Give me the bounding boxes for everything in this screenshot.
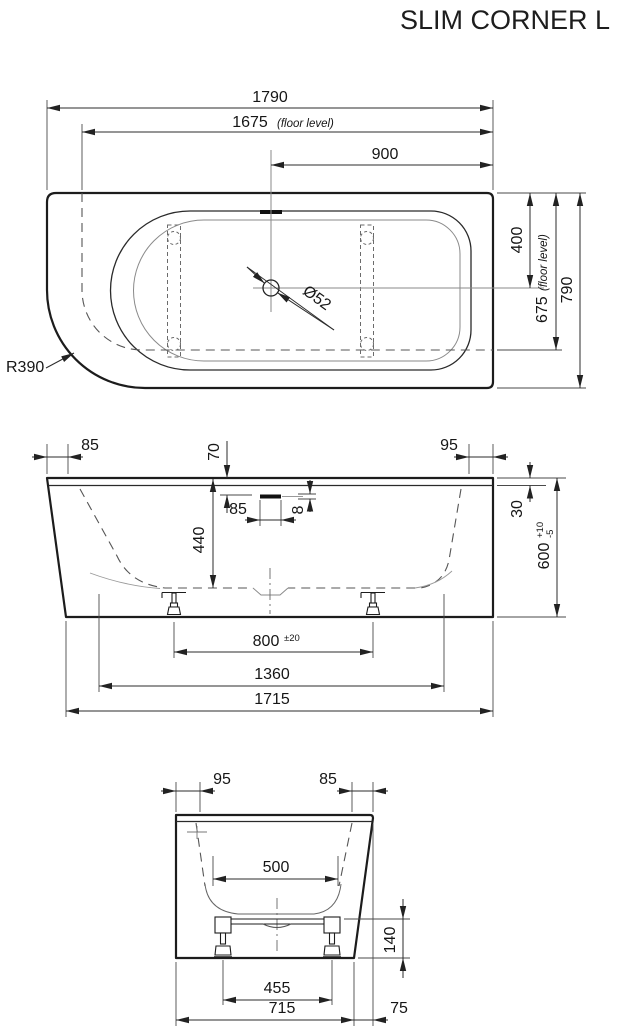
top-view xyxy=(6,89,586,388)
support-frame-side xyxy=(214,917,341,957)
front-view-dims-bottom xyxy=(66,594,493,717)
dim-front-right-overhang: 95 xyxy=(440,437,458,454)
dim-slant-offset: 75 xyxy=(390,1000,408,1017)
dim-side-right-overhang: 85 xyxy=(319,771,337,788)
top-view-outline xyxy=(47,193,493,388)
dim-floor-length: 1675 xyxy=(232,114,268,131)
corner-radius-label: R390 xyxy=(6,359,45,376)
dim-drain-top: 400 xyxy=(509,226,526,254)
dim-frame-height: 140 xyxy=(382,926,399,954)
side-view-outline xyxy=(176,815,373,958)
drain xyxy=(247,150,544,330)
floor-level-note: (floor level) xyxy=(277,118,334,130)
dim-height-tol-minus: -5 xyxy=(545,529,556,538)
drain-diameter-label: Ø52 xyxy=(299,282,334,315)
top-view-dims-horizontal xyxy=(47,89,493,190)
dim-overflow-offset: 70 xyxy=(206,443,223,461)
dim-overall-depth: 790 xyxy=(559,276,576,304)
dim-inner-depth: 440 xyxy=(191,526,208,554)
dim-base-width: 715 xyxy=(268,1000,296,1017)
front-view-dims-overflow xyxy=(191,479,316,588)
top-view-dims-vertical xyxy=(497,193,586,388)
dim-overflow-width: 85 xyxy=(229,501,247,518)
dim-base-length: 1715 xyxy=(254,691,290,708)
dim-overall-length: 1790 xyxy=(252,89,288,106)
dim-height-tol-plus: +10 xyxy=(535,521,546,538)
side-view-dim-inner xyxy=(213,856,338,886)
dim-bottom-flat: 1360 xyxy=(254,666,290,683)
adjustable-feet-front xyxy=(162,593,385,617)
front-view-dims-top xyxy=(32,437,508,513)
dim-floor-depth: 675 xyxy=(534,296,551,323)
front-view xyxy=(32,437,566,717)
dim-side-left-overhang: 95 xyxy=(213,771,231,788)
dim-front-left-overhang: 85 xyxy=(81,437,99,454)
page-title: SLIM CORNER L xyxy=(399,5,611,35)
dim-inner-width: 500 xyxy=(262,859,290,876)
corner-radius-callout xyxy=(6,353,74,376)
dim-rim-height: 30 xyxy=(509,500,526,518)
dim-feet-spacing: 800 xyxy=(252,633,280,650)
side-view-dims-top xyxy=(161,771,388,812)
side-view-dims-bottom xyxy=(176,824,408,1026)
dim-overflow-height: 8 xyxy=(290,505,307,515)
dim-feet-spacing-tol: ±20 xyxy=(284,633,300,644)
side-view xyxy=(161,771,410,1026)
front-view-outline xyxy=(47,478,493,617)
dim-side-feet-spacing: 455 xyxy=(263,980,291,997)
dim-drain-right: 900 xyxy=(371,146,399,163)
dim-total-height: 600 xyxy=(536,542,553,570)
front-view-dims-right xyxy=(497,462,566,617)
floor-level-note-2: (floor level) xyxy=(538,234,550,291)
